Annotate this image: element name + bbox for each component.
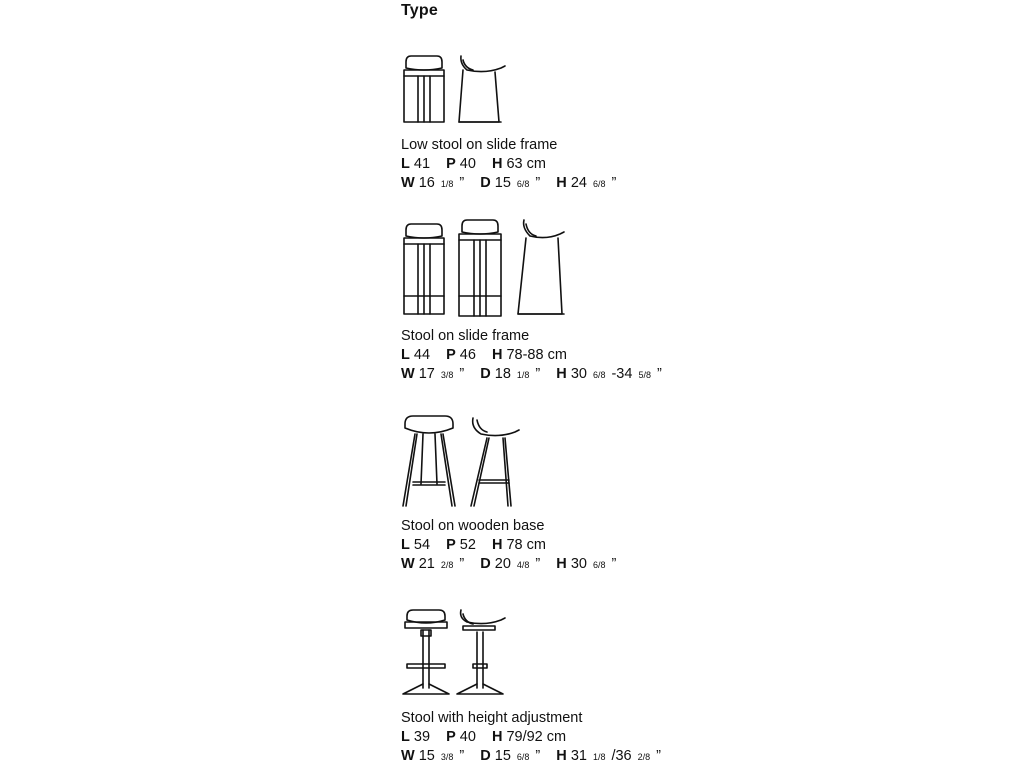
stool-front-high-icon (455, 216, 507, 320)
type-name: Stool on wooden base (401, 518, 545, 534)
stool-front-low-icon (401, 220, 451, 320)
wooden-stool-side-icon (465, 412, 525, 510)
type-stool-adjustable-caption (401, 709, 761, 767)
metric-dimensions: L 39 P 40 H 79/92 cm (401, 729, 567, 745)
type-low-stool-caption (401, 136, 761, 194)
type-name: Low stool on slide frame (401, 137, 558, 153)
metric-dimensions: L 44 P 46 H 78-88 cm (401, 347, 567, 363)
metric-dimensions: L 54 P 52 H 78 cm (401, 537, 546, 553)
imperial-dimensions: W 17 3/8 ” D 18 1/8 ” H 30 6/8 -34 5/8 ” (401, 366, 662, 382)
low-stool-front-icon (401, 52, 451, 124)
type-stool-slide-caption (401, 327, 761, 385)
type-low-stool (401, 52, 761, 129)
adjustable-stool-side-icon (455, 606, 515, 698)
stool-side-icon (512, 216, 572, 320)
type-stool-adjustable (401, 606, 761, 703)
wooden-stool-front-icon (401, 412, 461, 510)
imperial-dimensions: W 16 1/8 ” D 15 6/8 ” H 24 6/8 ” (401, 175, 617, 191)
low-stool-side-icon (455, 52, 515, 124)
type-stool-slide (401, 216, 761, 325)
section-heading: Type (401, 2, 438, 19)
type-stool-wooden (401, 412, 761, 515)
imperial-dimensions: W 15 3/8 ” D 15 6/8 ” H 31 1/8 /36 2/8 ” (401, 748, 661, 764)
type-stool-wooden-caption (401, 517, 761, 575)
metric-dimensions: L 41 P 40 H 63 cm (401, 156, 546, 172)
type-name: Stool on slide frame (401, 328, 530, 344)
type-name: Stool with height adjustment (401, 710, 583, 726)
imperial-dimensions: W 21 2/8 ” D 20 4/8 ” H 30 6/8 ” (401, 556, 617, 572)
adjustable-stool-front-icon (401, 606, 451, 698)
